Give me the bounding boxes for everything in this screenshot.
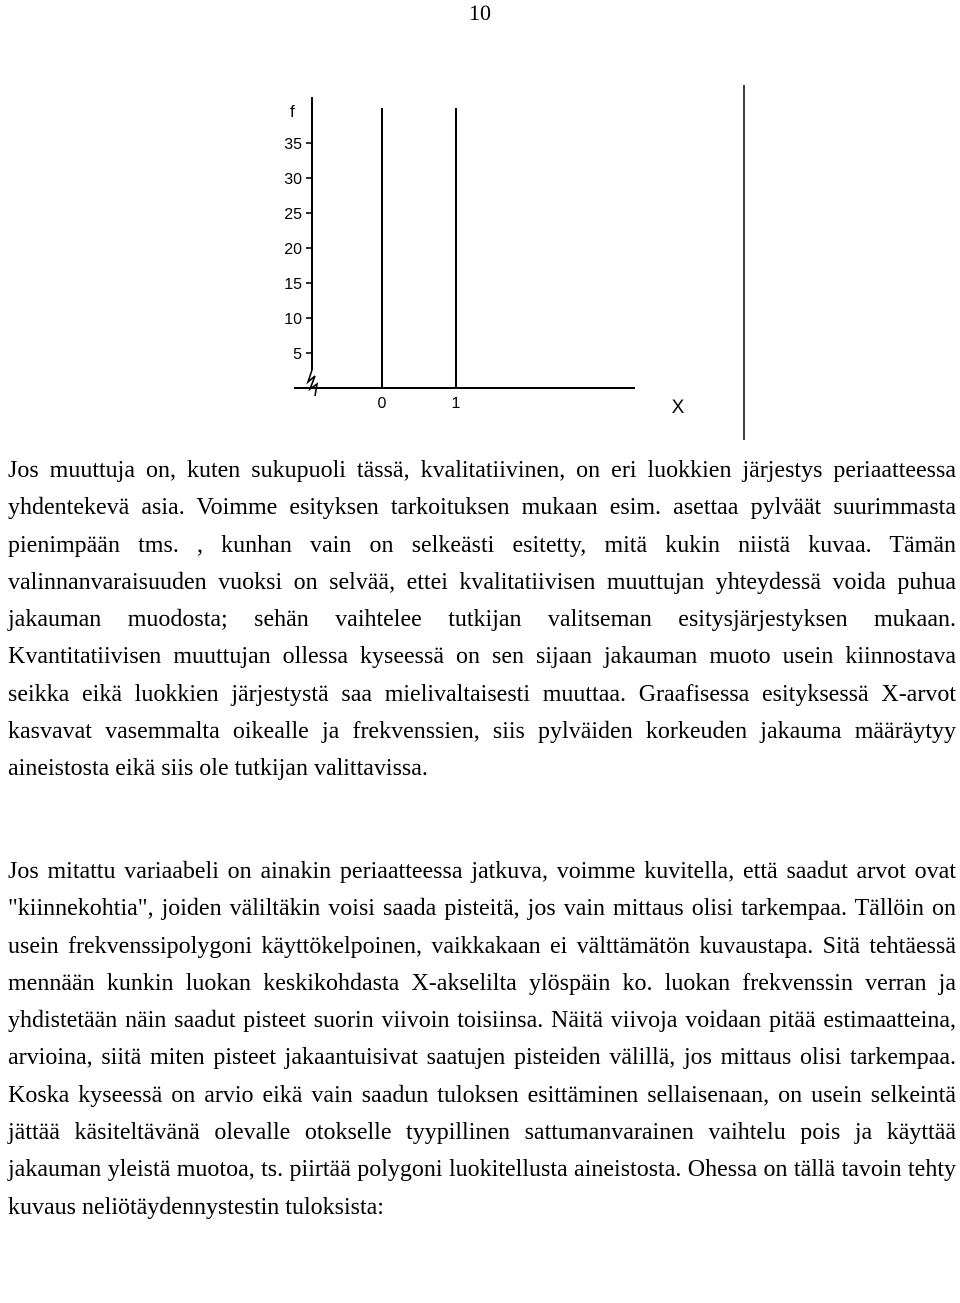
chart-root [284,97,684,418]
frequency-chart [270,85,780,445]
paragraph-1: Jos muuttuja on, kuten sukupuoli tässä, kvalitatiivinen, on eri luokkien järjestys periaatteessa yhdentekevä asia. Voimme esityksen tarkoituksen mukaan esim. asettaa pylväät suurimmasta pienimpään tms. , kunhan vain on selkeästi esitetty, mitä kukin niistä kuvaa. Tämän valinnanvaraisuuden vuoksi on selvää, ettei kvalitatiivisen muuttujan yhteydessä voida puhua jakauman muodosta; sehän vaihtelee tutkijan valitseman esitysjärjestyksen mukaan. Kvantitatiivisen muuttujan ollessa kyseessä on sen sijaan jakauman muoto usein kiinnostava seikka eikä luokkien järjestystä saa mielivaltaisesti muuttaa. Graafisessa esityksessä X-arvot kasvavat vasemmalta oikealle ja frekvenssien, siis pylväiden korkeuden jakauma määräytyy aineistosta eikä siis ole tutkijan valittavissa. [8,457,956,782]
y-tick-label: 25 [284,206,302,223]
y-tick-label: 30 [284,171,302,188]
y-tick-label: 5 [293,346,302,363]
paragraph-2: Jos mitattu variaabeli on ainakin periaatteessa jatkuva, voimme kuvitella, että saadut arvot ovat "kiinnekohtia", joiden väliltäkin voisi saada pisteitä, jos vain mittaus olisi tarkempaa. Tällöin on usein frekvenssipolygoni käyttökelpoinen, vaikkakaan ei välttämätön kuvaustapa. Sitä tehtäessä mennään kunkin luokan keskikohdasta X-akselilta ylöspäin ko. luokan frekvenssin verran ja yhdistetään näin saadut pisteet suorin viivoin toisiinsa. Näitä viivoja voidaan pitää estimaatteina, arvioina, siitä miten pisteet jakaantuisivat saatujen pisteiden välillä, jos mittaus olisi tarkempaa. Koska kyseessä on arvio eikä vain saadun tuloksen esittäminen sellaisenaan, on usein selkeintä jättää käsiteltävänä olevalle otokselle tyypillinen sattumanvarainen vaihtelu pois ja käyttää jakauman yleistä muotoa, ts. piirtää polygoni luokitellusta aineistosta. Ohessa on tällä tavoin tehty kuvaus neliötäydennystestin tuloksista: [8,858,956,1220]
y-tick-label: 10 [284,311,302,328]
x-tick-label: 1 [451,395,461,412]
y-tick-label: 20 [284,241,302,258]
y-axis-break-mark [308,370,317,396]
x-tick-label: 0 [377,395,387,412]
y-tick-label: 15 [284,276,302,293]
x-axis-label: X [671,397,685,418]
y-axis-label: f [290,102,295,121]
page-number: 10 [469,0,491,25]
y-tick-label: 35 [284,136,302,153]
